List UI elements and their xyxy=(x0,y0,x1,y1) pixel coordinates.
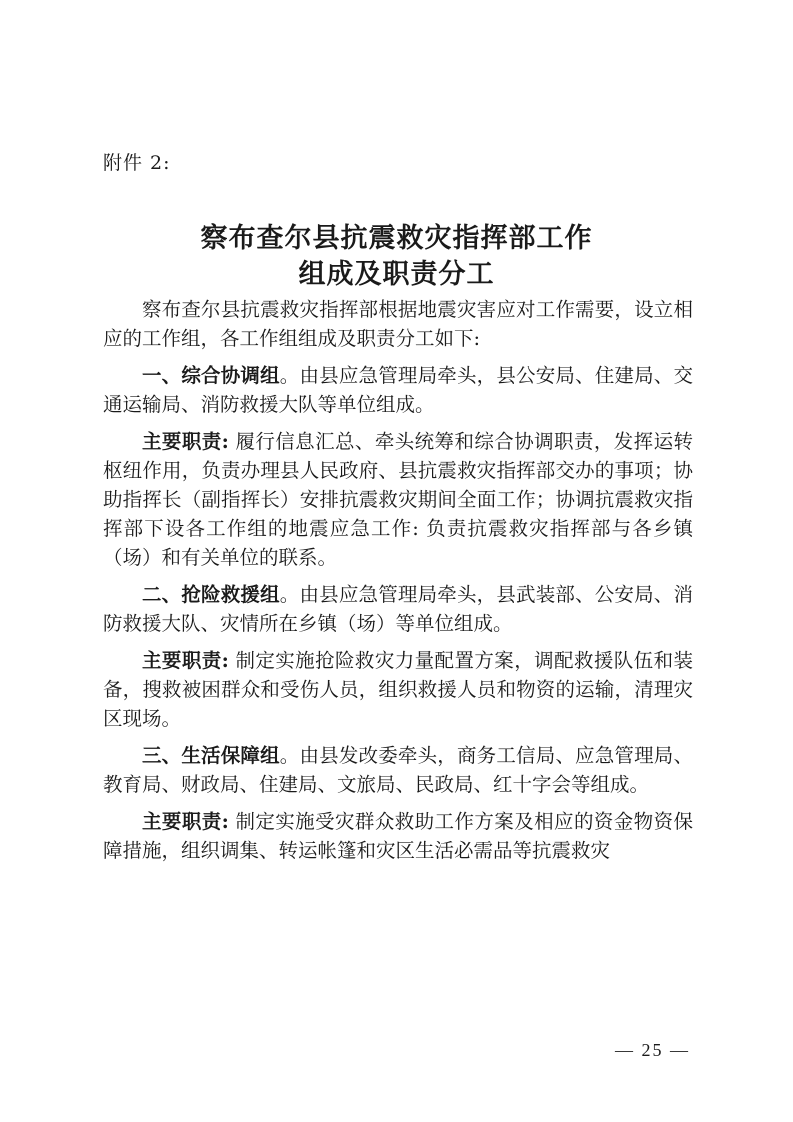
group-1-name: 一、综合协调组 xyxy=(142,364,280,387)
group-3-duty-text: 制定实施受灾群众救助工作方案及相应的资金物资保障措施，组织调集、转运帐篷和灾区生活必需品等抗震救灾 xyxy=(103,810,693,862)
group-3-name: 三、生活保障组 xyxy=(142,744,280,767)
group-1-duty-label: 主要职责: xyxy=(142,430,229,453)
group-1-duty-text: 履行信息汇总、牵头统筹和综合协调职责，发挥运转枢纽作用，负责办理县人民政府、县抗震救灾指挥部交办的事项；协助指挥长（副指挥长）安排抗震救灾期间全面工作；协调抗震救灾指挥部下设各工作组的地震应急工作: 负责抗震救灾指挥部与各乡镇（场）和有关单位的联系。 xyxy=(103,430,693,569)
group-2-name: 二、抢险救援组 xyxy=(142,583,280,606)
group-3-duty-label: 主要职责: xyxy=(142,810,229,833)
intro-paragraph: 察布查尔县抗震救灾指挥部根据地震灾害应对工作需要，设立相应的工作组，各工作组组成及职责分工如下: xyxy=(103,298,693,350)
group-1-duties xyxy=(103,427,693,572)
document-body xyxy=(103,295,693,873)
group-3-composition xyxy=(103,741,693,799)
group-3-duties xyxy=(103,807,693,865)
group-2-composition-text: 。由县应急管理局牵头，县武装部、公安局、消防救援大队、灾情所在乡镇（场）等单位组成。 xyxy=(103,583,693,635)
group-2-composition xyxy=(103,580,693,638)
group-3-composition-text: 。由县发改委牵头，商务工信局、应急管理局、教育局、财政局、住建局、文旅局、民政局、红十字会等组成。 xyxy=(103,744,693,796)
document-title-line-1: 察布查尔县抗震救灾指挥部工作 xyxy=(200,223,593,254)
attachment-label: 附件 2: xyxy=(103,152,171,174)
group-1-composition-text: 。由县应急管理局牵头，县公安局、住建局、交通运输局、消防救援大队等单位组成。 xyxy=(103,364,693,416)
document-title-line-2: 组成及职责分工 xyxy=(298,259,495,290)
group-2-duty-label: 主要职责: xyxy=(142,649,229,672)
group-1-composition xyxy=(103,361,693,419)
page-number: — 25 — xyxy=(615,1040,690,1060)
group-2-duty-text: 制定实施抢险救灾力量配置方案，调配救援队伍和装备，搜救被困群众和受伤人员，组织救援人员和物资的运输，清理灾区现场。 xyxy=(103,649,693,730)
group-2-duties xyxy=(103,646,693,733)
